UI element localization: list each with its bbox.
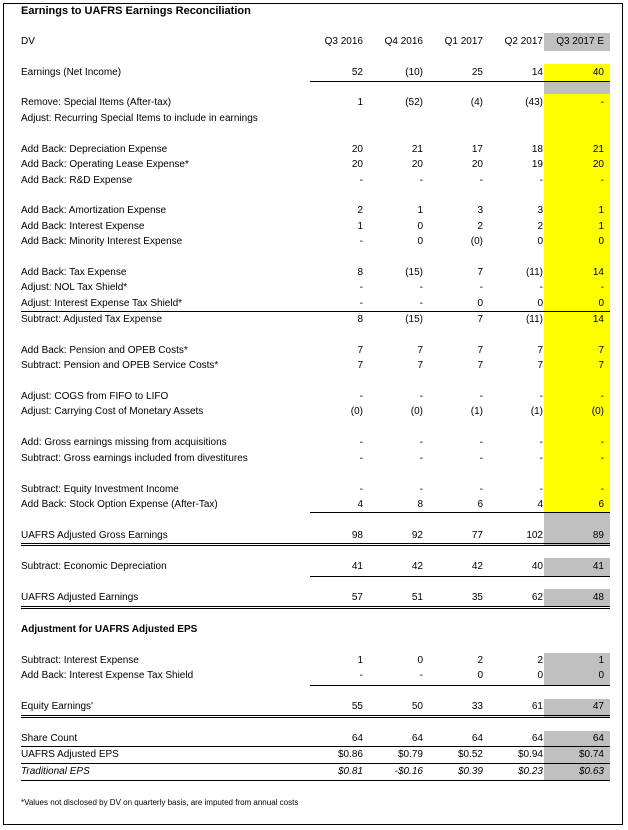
rule [310,512,610,513]
cell-q3-2017e: 47 [592,701,604,712]
cell-q1-2017: 7 [477,267,483,278]
row-label: Add Back: Operating Lease Expense* [21,159,189,170]
cell-q4-2016: 92 [411,530,423,541]
cell-q3-2016: - [359,484,363,495]
cell-q4-2016: - [419,484,423,495]
row-label: Add Back: Tax Expense [21,267,127,278]
cell-q4-2016: - [419,437,423,448]
cell-q3-2017e: 1 [598,221,604,232]
cell-q3-2017e: - [600,282,604,293]
cell-q4-2016: - [419,670,423,681]
cell-q4-2016: 50 [411,701,423,712]
row-label: UAFRS Adjusted Earnings [21,592,139,603]
cell-q4-2016: (10) [405,67,423,78]
cell-q4-2016: 8 [417,499,423,510]
cell-q1-2017: 7 [477,360,483,371]
cell-q4-2016: - [419,175,423,186]
row-eps-interest-expense [0,653,628,669]
row-traditional-eps [0,764,628,780]
cell-q4-2016: 64 [411,733,423,744]
cell-q4-2016: 7 [417,360,423,371]
cell-q4-2016: 21 [411,144,423,155]
cell-q3-2016: - [359,437,363,448]
cell-q3-2017e: 64 [592,733,604,744]
row-label: Add Back: Interest Expense [21,221,145,232]
row-pension-service [0,358,628,374]
rule [310,685,610,686]
cell-q3-2016: - [359,298,363,309]
cell-q4-2016: - [419,453,423,464]
row-label: Earnings (Net Income) [21,67,122,78]
cell-q2-2017: 61 [531,701,543,712]
cell-q3-2016: 55 [351,701,363,712]
cell-q1-2017: 35 [471,592,483,603]
cell-q1-2017: 7 [477,345,483,356]
cell-q2-2017: 0 [537,298,543,309]
row-label: Add Back: Minority Interest Expense [21,236,183,247]
cell-q3-2016: 57 [351,592,363,603]
cell-q3-2017e: $0.63 [578,766,604,777]
cell-q1-2017: 7 [477,314,483,325]
cell-q3-2017e: - [600,175,604,186]
cell-q3-2017e: 6 [598,499,604,510]
row-label: Adjust: NOL Tax Shield* [21,282,128,293]
cell-q3-2016: 1 [357,655,363,666]
cell-q3-2016: 1 [357,97,363,108]
cell-q1-2017: 0 [477,298,483,309]
row-label: Adjust: Interest Expense Tax Shield* [21,298,183,309]
cell-q2-2017: 0 [537,236,543,247]
row-label: Subtract: Economic Depreciation [21,561,167,572]
cell-q3-2016: 2 [357,205,363,216]
cell-q3-2017e: 1 [598,205,604,216]
cell-q3-2017e: 14 [592,314,604,325]
cell-q2-2017: (11) [525,267,543,278]
row-label: Remove: Special Items (After-tax) [21,97,172,108]
section-title: Adjustment for UAFRS Adjusted EPS [21,624,198,635]
row-equity-investment [0,482,628,498]
row-acquisitions [0,435,628,451]
row-rd-expense [0,173,628,189]
cell-q4-2016: 0 [417,236,423,247]
rule [21,545,610,546]
col-header-q3-2016: Q3 2016 [324,36,363,47]
cell-q2-2017: 2 [537,221,543,232]
cell-q2-2017: - [539,282,543,293]
row-label: Add Back: R&D Expense [21,175,133,186]
cell-q3-2016: 98 [351,530,363,541]
cell-q4-2016: (15) [405,314,423,325]
footnote: *Values not disclosed by DV on quarterly basis, are imputed from annual costs [21,798,299,807]
cell-q4-2016: (52) [405,97,423,108]
section-eps-adjustment [0,622,628,638]
row-tax-expense [0,265,628,281]
row-recurring-special [0,111,628,127]
cell-q1-2017: 42 [471,561,483,572]
cell-q3-2016: 64 [351,733,363,744]
row-depreciation [0,142,628,158]
cell-q3-2017e: - [600,391,604,402]
cell-q2-2017: 64 [531,733,543,744]
cell-q4-2016: - [419,282,423,293]
cell-q3-2017e: 1 [598,655,604,666]
cell-q3-2017e: 20 [592,159,604,170]
cell-q1-2017: $0.39 [457,766,483,777]
cell-q4-2016: 7 [417,345,423,356]
cell-q2-2017: (1) [530,406,543,417]
rule [21,715,610,716]
cell-q1-2017: (0) [470,236,483,247]
cell-q2-2017: 3 [537,205,543,216]
rule [21,780,610,781]
cell-q2-2017: 40 [531,561,543,572]
cell-q3-2017e: 7 [598,345,604,356]
cell-q1-2017: 25 [471,67,483,78]
row-label: Adjust: Recurring Special Items to include in earnings [21,113,258,124]
cell-q1-2017: 17 [471,144,483,155]
cell-q3-2016: - [359,670,363,681]
row-economic-depreciation [0,559,628,575]
col-header-q3-2017e: Q3 2017 E [556,36,604,47]
row-label: UAFRS Adjusted Gross Earnings [21,530,168,541]
cell-q3-2016: - [359,282,363,293]
row-adjusted-eps [0,747,628,763]
cell-q3-2016: 7 [357,360,363,371]
row-label: Add Back: Depreciation Expense [21,144,168,155]
cell-q2-2017: - [539,437,543,448]
col-header-q1-2017: Q1 2017 [444,36,483,47]
cell-q3-2016: 8 [357,267,363,278]
cell-q1-2017: 0 [477,670,483,681]
row-special-items [0,95,628,111]
cell-q3-2016: 1 [357,221,363,232]
cell-q2-2017: (43) [525,97,543,108]
cell-q3-2016: 4 [357,499,363,510]
row-share-count [0,731,628,747]
cell-q2-2017: 0 [537,670,543,681]
company-label: DV [21,36,35,47]
cell-q3-2016: (0) [350,406,363,417]
cell-q2-2017: 2 [537,655,543,666]
row-adjusted-tax [0,312,628,328]
cell-q3-2017e: 0 [598,670,604,681]
rule [21,543,610,544]
cell-q2-2017: 4 [537,499,543,510]
row-operating-lease [0,157,628,173]
rule [21,606,610,607]
row-equity-earnings [0,699,628,715]
row-adjusted-gross-earnings [0,528,628,544]
cell-q2-2017: - [539,391,543,402]
cell-q4-2016: 0 [417,655,423,666]
cell-q3-2017e: 89 [592,530,604,541]
cell-q3-2017e: 21 [592,144,604,155]
row-label: Add Back: Interest Expense Tax Shield [21,670,194,681]
cell-q1-2017: (4) [470,97,483,108]
cell-q3-2017e: $0.74 [578,749,604,760]
cell-q2-2017: $0.94 [517,749,543,760]
row-divestitures [0,451,628,467]
cell-q4-2016: (15) [405,267,423,278]
estimate-shade-spacer [544,82,610,94]
cell-q3-2016: $0.81 [337,766,363,777]
cell-q3-2017e: 7 [598,360,604,371]
rule [21,717,610,718]
cell-q2-2017: 62 [531,592,543,603]
col-header-q4-2016: Q4 2016 [384,36,423,47]
col-header-q2-2017: Q2 2017 [504,36,543,47]
cell-q4-2016: 42 [411,561,423,572]
cell-q3-2017e: - [600,97,604,108]
cell-q1-2017: 3 [477,205,483,216]
cell-q2-2017: - [539,453,543,464]
row-label: Traditional EPS [21,766,90,777]
rule [310,81,610,82]
row-adjusted-earnings [0,590,628,606]
cell-q3-2016: $0.86 [337,749,363,760]
cell-q3-2016: 20 [351,159,363,170]
cell-q4-2016: - [419,298,423,309]
row-label: Share Count [21,733,78,744]
cell-q4-2016: - [419,391,423,402]
cell-q1-2017: (1) [470,406,483,417]
cell-q4-2016: $0.79 [397,749,423,760]
cell-q3-2016: 8 [357,314,363,325]
cell-q4-2016: -$0.16 [394,766,423,777]
cell-q2-2017: - [539,484,543,495]
cell-q3-2016: 41 [351,561,363,572]
row-label: Subtract: Interest Expense [21,655,139,666]
cell-q3-2016: 52 [351,67,363,78]
row-label: Equity Earnings' [21,701,93,712]
row-eps-interest-tax-shield [0,668,628,684]
row-stock-option [0,497,628,513]
cell-q3-2017e: 0 [598,236,604,247]
row-cogs-fifo-lifo [0,389,628,405]
cell-q2-2017: 102 [526,530,543,541]
row-nol-tax-shield [0,280,628,296]
row-label: Subtract: Equity Investment Income [21,484,179,495]
rule [310,576,610,577]
cell-q3-2017e: 48 [592,592,604,603]
cell-q1-2017: 2 [477,655,483,666]
cell-q1-2017: 6 [477,499,483,510]
row-label: Add Back: Amortization Expense [21,205,167,216]
row-label: Subtract: Pension and OPEB Service Costs* [21,360,219,371]
cell-q3-2016: - [359,453,363,464]
cell-q1-2017: 64 [471,733,483,744]
cell-q1-2017: 77 [471,530,483,541]
row-label: Add: Gross earnings missing from acquisitions [21,437,227,448]
row-interest-expense [0,219,628,235]
row-carrying-cost [0,404,628,420]
cell-q3-2016: 20 [351,144,363,155]
cell-q3-2017e: - [600,484,604,495]
cell-q3-2017e: 14 [592,267,604,278]
cell-q2-2017: (11) [525,314,543,325]
cell-q2-2017: - [539,175,543,186]
cell-q2-2017: 19 [531,159,543,170]
cell-q4-2016: (0) [410,406,423,417]
cell-q3-2016: 7 [357,345,363,356]
row-label: Subtract: Gross earnings included from divestitures [21,453,248,464]
cell-q4-2016: 1 [417,205,423,216]
cell-q2-2017: $0.23 [517,766,543,777]
cell-q1-2017: 20 [471,159,483,170]
row-label: UAFRS Adjusted EPS [21,749,119,760]
row-label: Adjust: COGS from FIFO to LIFO [21,391,169,402]
report-title: Earnings to UAFRS Earnings Reconciliation [21,5,251,17]
cell-q4-2016: 0 [417,221,423,232]
row-label: Add Back: Pension and OPEB Costs* [21,345,188,356]
cell-q3-2017e: 0 [598,298,604,309]
cell-q1-2017: - [479,282,483,293]
row-label: Subtract: Adjusted Tax Expense [21,314,163,325]
cell-q4-2016: 20 [411,159,423,170]
cell-q1-2017: - [479,437,483,448]
cell-q2-2017: 18 [531,144,543,155]
row-net-income [0,65,628,81]
row-amortization [0,203,628,219]
cell-q1-2017: $0.52 [457,749,483,760]
row-interest-tax-shield [0,296,628,312]
cell-q4-2016: 51 [411,592,423,603]
cell-q1-2017: - [479,484,483,495]
row-minority-interest [0,234,628,250]
cell-q1-2017: - [479,175,483,186]
cell-q2-2017: 7 [537,360,543,371]
cell-q3-2016: - [359,236,363,247]
row-label: Adjust: Carrying Cost of Monetary Assets [21,406,204,417]
row-label: Add Back: Stock Option Expense (After-Tax) [21,499,218,510]
cell-q1-2017: 2 [477,221,483,232]
cell-q3-2017e: 41 [592,561,604,572]
cell-q3-2016: - [359,175,363,186]
cell-q3-2017e: - [600,437,604,448]
cell-q3-2017e: 40 [592,67,604,78]
estimate-shade-spacer-2 [544,512,610,527]
cell-q1-2017: - [479,453,483,464]
cell-q1-2017: 33 [471,701,483,712]
cell-q3-2017e: - [600,453,604,464]
cell-q2-2017: 7 [537,345,543,356]
cell-q1-2017: - [479,391,483,402]
cell-q2-2017: 14 [531,67,543,78]
cell-q3-2017e: (0) [591,406,604,417]
row-pension-opeb [0,343,628,359]
cell-q3-2016: - [359,391,363,402]
rule [21,608,610,609]
